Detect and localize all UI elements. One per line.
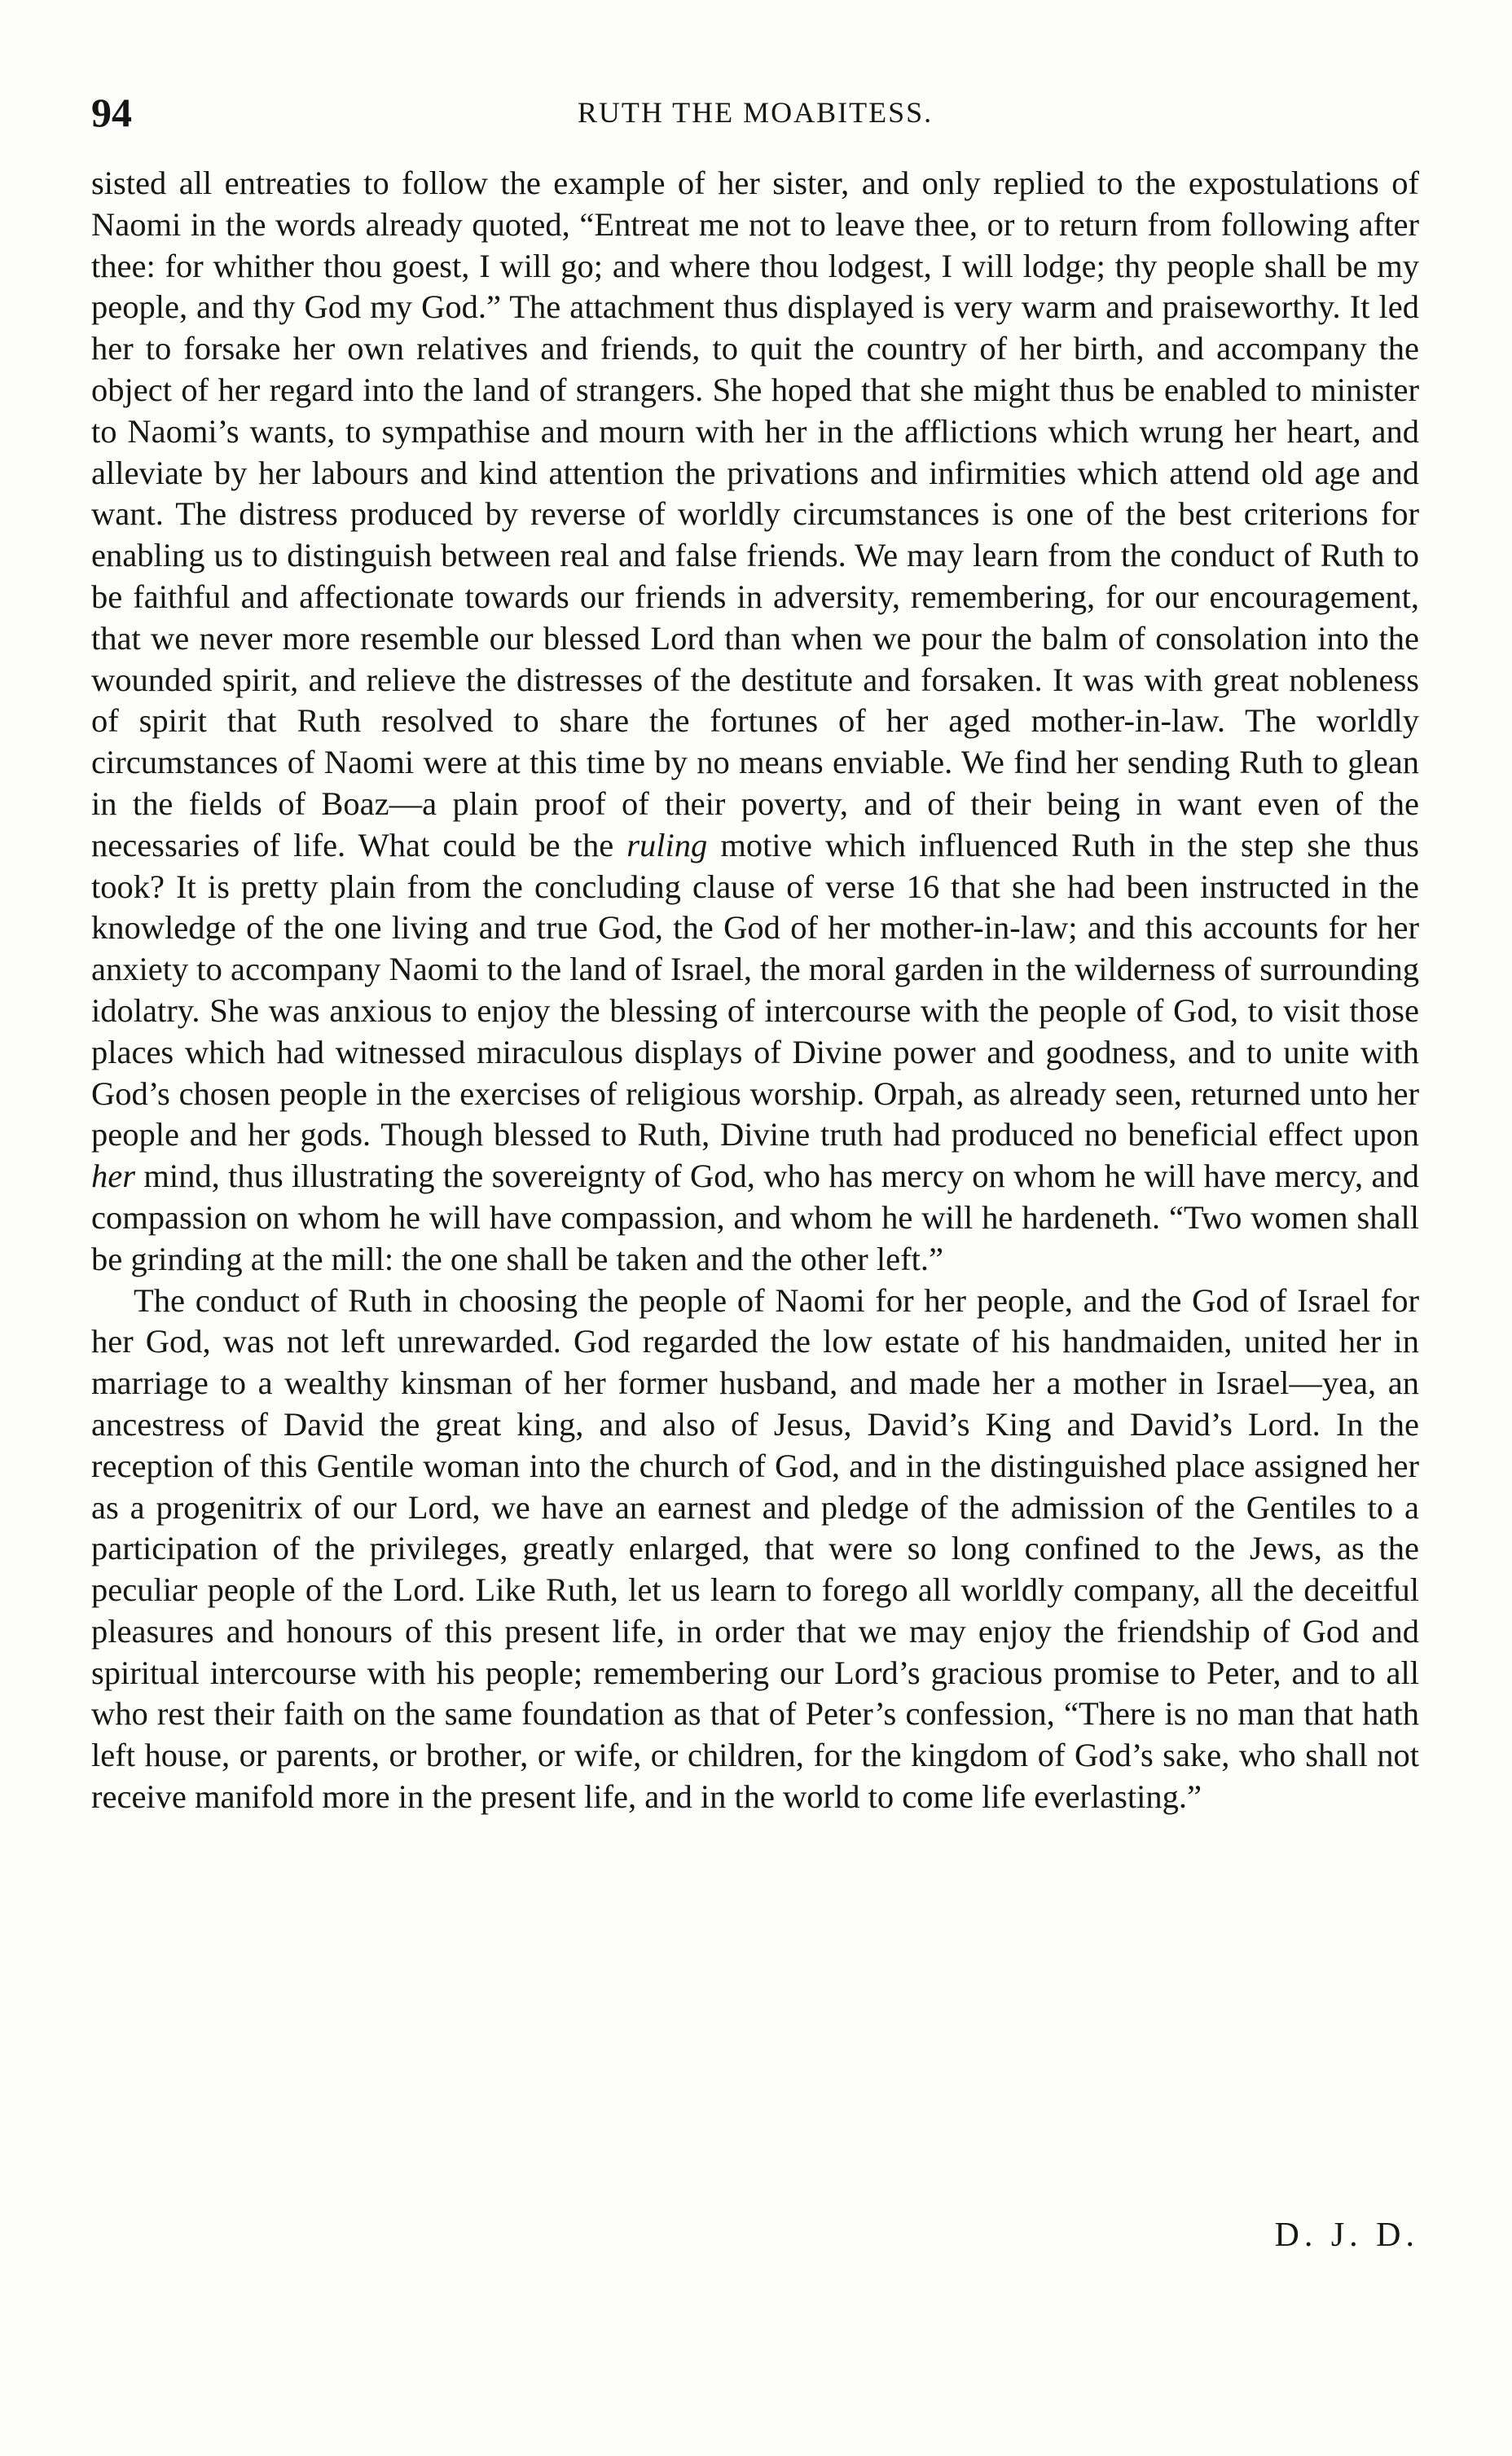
paragraph-2: The conduct of Ruth in choosing the people of Naomi for her people, and the God of Israel for her God, was not left unrewarded. God regarded the low estate of his handmaiden, united her in marriage to a wealthy kinsman of her former husband, and made her a mother in Israel—yea, an ancestress of David the great king, and also of Jesus, David’s King and David’s Lord. In the reception of this Gentile woman into the church of God, and in the distinguished place assigned her as a progenitrix of our Lord, we have an earnest and pledge of the admission of the Gentiles to a participation of the privileges, greatly enlarged, that were so long confined to the Jews, as the peculiar people of the Lord. Like Ruth, let us learn to forego all worldly company, all the deceitful pleasures and honours of this present life, in order that we may enjoy the friendship of God and spiritual intercourse with his people; remembering our Lord’s gracious promise to Peter, and to all who rest their faith on the same foundation as that of Peter’s confession, “There is no man that hath left house, or parents, or brother, or wife, or children, for the kingdom of God’s sake, who shall not receive manifold more in the present life, and in the world to come life everlasting.” xyxy=(91,1281,1419,1816)
italic-word-her: her xyxy=(91,1158,135,1195)
author-signature: D. J. D. xyxy=(1274,2217,1419,2254)
paragraph-1-text-middle: motive which influenced Ruth in the step she thus took? It is pretty plain from the concluding clause of verse 16 that she had been instructed in the knowledge of the one living and true God, the God of her mother-in-law; and this accounts for her anxiety to accompany Naomi to the land of Israel, the moral garden in the wilderness of surrounding idolatry. She was anxious to enjoy the blessing of intercourse with the people of God, to visit those places which had witnessed miraculous displays of Divine power and goodness, and to unite with God’s chosen people in the exercises of religious worship. Orpah, as already seen, returned unto her people and her gods. Though blessed to Ruth, Divine truth had produced no beneficial effect upon xyxy=(91,826,1419,1153)
body-text xyxy=(91,163,1419,1818)
page-number: 94 xyxy=(91,90,132,135)
paragraph-1-text-end: mind, thus illustrating the sovereignty of God, who has mercy on whom he will have mercy, and compassion on whom he will have compassion, and whom he will he hardeneth. “Two women shall be grinding at the mill: the one shall be taken and the other left.” xyxy=(91,1158,1419,1277)
running-title: RUTH THE MOABITESS. xyxy=(577,96,934,129)
paragraph-1 xyxy=(91,163,1419,1281)
paragraph-1-text-start: sisted all entreaties to follow the example of her sister, and only replied to the expostulations of Naomi in the words already quoted, “Entreat me not to leave thee, or to return from following after thee: for whither thou goest, I will go; and where thou lodgest, I will lodge; thy people shall be my people, and thy God my God.” The attachment thus displayed is very warm and praiseworthy. It led her to forsake her own relatives and friends, to quit the country of her birth, and accompany the object of her regard into the land of strangers. She hoped that she might thus be enabled to minister to Naomi’s wants, to sympathise and mourn with her in the afflictions which wrung her heart, and alleviate by her labours and kind attention the privations and infirmities which attend old age and want. The distress produced by reverse of worldly circumstances is one of the best criterions for enabling us to distinguish between real and false friends. We may learn from the conduct of Ruth to be faithful and affectionate towards our friends in adversity, remembering, for our encouragement, that we never more resemble our blessed Lord than when we pour the balm of consolation into the wounded spirit, and relieve the distresses of the destitute and forsaken. It was with great nobleness of spirit that Ruth resolved to share the fortunes of her aged mother-in-law. The worldly circumstances of Naomi were at this time by no means enviable. We find her sending Ruth to glean in the fields of Boaz—a plain proof of their poverty, and of their being in want even of the necessaries of life. What could be the xyxy=(91,165,1419,863)
italic-word-ruling: ruling xyxy=(626,826,708,863)
page-header xyxy=(91,88,1419,137)
